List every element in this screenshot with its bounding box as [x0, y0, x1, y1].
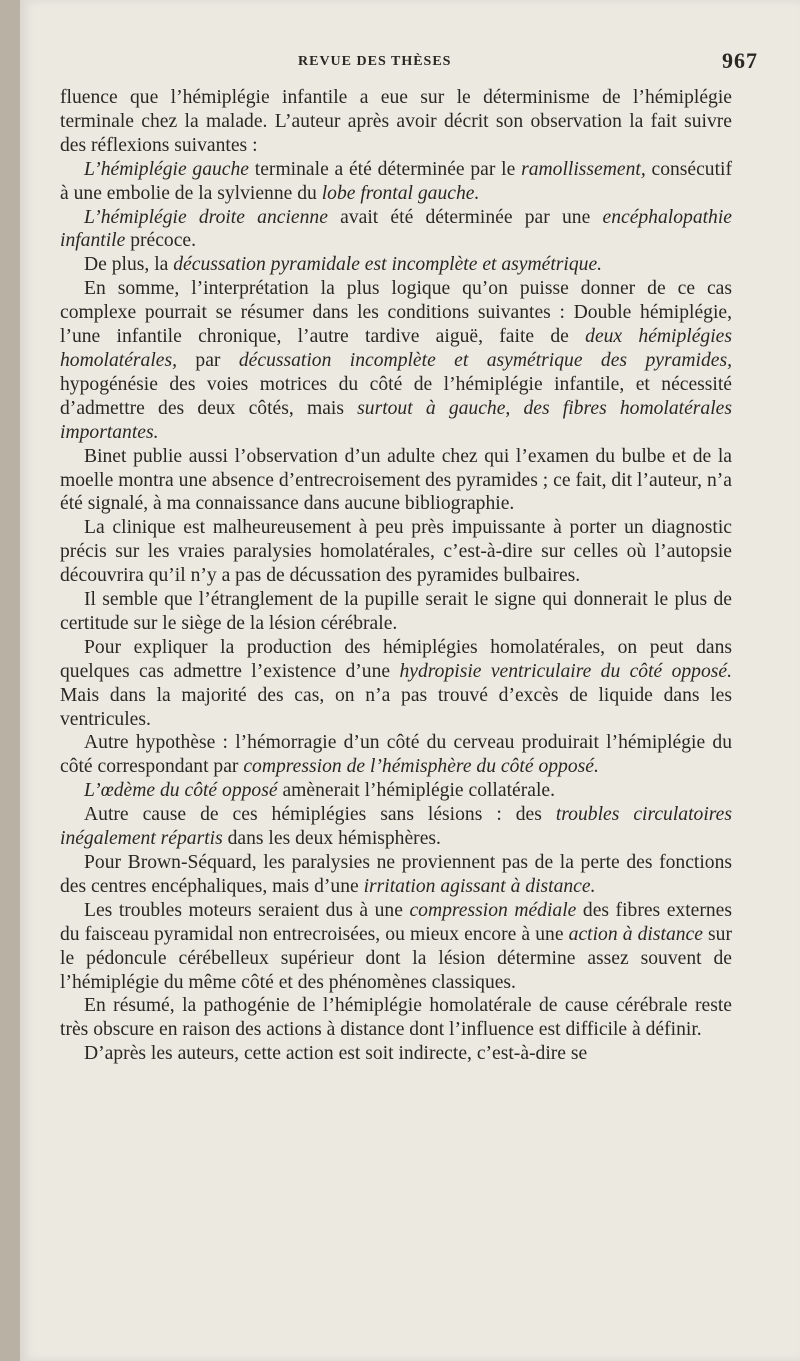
text-run: précoce.: [125, 230, 197, 252]
paragraph-p6: [60, 516, 732, 588]
text-run: terminale a été déterminée par le: [249, 158, 522, 180]
text-run: La clinique est malheureusement à peu près impuissante à porter un diagnostic précis sur les vraies paralysies homolatérales, c’est-à-dire sur celles où l’autopsie découvrira qu’il n’y a pas de décussation des pyramides bulbaires.: [60, 517, 732, 587]
paragraph-p3: [60, 253, 732, 277]
text-run: Mais dans la majorité des cas, on n’a pas trouvé d’excès de liquide dans les ventricules.: [60, 684, 732, 730]
italic-text: compression de l’hémisphère du côté opposé.: [243, 756, 599, 778]
body-text: [60, 86, 732, 1066]
italic-text: décussation incomplète et asymétrique des pyramides,: [238, 349, 732, 371]
italic-text: compression médiale: [409, 899, 577, 921]
text-run: En résumé, la pathogénie de l’hémiplégie homolatérale de cause cérébrale reste très obscure en raison des actions à distance dont l’influence est difficile à définir.: [60, 995, 732, 1041]
text-run: En somme, l’interprétation la plus logique qu’on puisse donner de ce cas complexe pourrait se résumer dans les conditions suivantes : Double hémiplégie, l’une infantile chronique, l’autre tardive aiguë, faite de: [60, 278, 732, 348]
text-run: Binet publie aussi l’observation d’un adulte chez qui l’examen du bulbe et de la moelle montra une absence d’entrecroisement des pyramides ; ce fait, dit l’auteur, n’a été signalé, à ma connaissance dans aucune bibliographie.: [60, 445, 732, 515]
italic-text: L’œdème du côté opposé: [84, 780, 278, 802]
text-run: D’après les auteurs, cette action est soit indirecte, c’est-à-dire se: [84, 1043, 588, 1065]
text-run: Les troubles moteurs seraient dus à une: [84, 899, 410, 921]
italic-text: troubles circulatoires inégalement répartis: [60, 804, 732, 850]
text-run: avait été déterminée par une: [327, 206, 603, 228]
paragraph-p7: [60, 588, 732, 636]
paragraph-p2: [60, 206, 732, 254]
italic-text: ramollissement,: [521, 158, 646, 180]
text-run: fluence que l’hémiplégie infantile a eue sur le déterminisme de l’hémiplégie terminale chez la malade. L’auteur après avoir décrit son observation la fait suivre des réflexions suivantes :: [60, 87, 732, 156]
document-page: [20, 0, 800, 1361]
text-run: des fibres externes du faisceau pyramidal non entrecroisées, ou mieux encore à une: [60, 899, 732, 945]
italic-text: action à distance: [568, 923, 703, 945]
italic-text: L’hémiplégie droite ancienne: [84, 206, 328, 228]
paragraph-p13: [60, 899, 732, 995]
italic-text: surtout à gauche, des fibres homolatérales importantes.: [60, 397, 732, 443]
italic-text: L’hémiplégie gauche: [84, 158, 250, 180]
text-run: De plus, la: [84, 254, 174, 276]
text-run: Autre hypothèse : l’hémorragie d’un côté du cerveau produirait l’hémiplégie du côté correspondant par: [60, 732, 732, 778]
paragraph-p4: [60, 277, 732, 444]
page-header: [20, 48, 780, 76]
text-run: sur le pédoncule cérébelleux supérieur dont la lésion détermine assez souvent de l’hémiplégie du même côté et des phénomènes classiques.: [60, 923, 732, 993]
text-run: dans les deux hémisphères.: [222, 828, 441, 850]
italic-text: lobe frontal gauche.: [321, 182, 480, 204]
text-run: hypogénésie des voies motrices du côté de l’hémiplégie infantile, et nécessité d’admettre des deux côtés, mais: [60, 373, 732, 419]
paragraph-p11: [60, 803, 732, 851]
paragraph-p1: [60, 158, 732, 206]
italic-text: décussation pyramidale est incomplète et asymétrique.: [173, 254, 603, 276]
text-run: par: [177, 349, 239, 371]
text-run: amènerait l’hémiplégie collatérale.: [277, 780, 555, 802]
text-run: Autre cause de ces hémiplégies sans lésions : des: [84, 804, 556, 826]
text-run: Pour Brown-Séquard, les paralysies ne proviennent pas de la perte des fonctions des centres encéphaliques, mais d’une: [60, 852, 732, 897]
text-run: Pour expliquer la production des hémiplégies homolatérales, on peut dans quelques cas admettre l’existence d’une: [60, 636, 732, 682]
text-run: Il semble que l’étranglement de la pupille serait le signe qui donnerait le plus de certitude sur le siège de la lésion cérébrale.: [60, 589, 732, 634]
running-title: REVUE DES THÈSES: [298, 54, 452, 69]
paragraph-p9: [60, 731, 732, 779]
italic-text: irritation agissant à distance.: [363, 875, 596, 897]
paragraph-p15: [60, 1042, 732, 1066]
text-run: consécutif à une embolie de la sylvienne du: [60, 158, 733, 204]
paragraph-p12: [60, 851, 732, 899]
italic-text: deux hémiplégies homolatérales,: [60, 326, 732, 371]
paragraph-p5: [60, 445, 732, 517]
paragraph-p0: [60, 86, 732, 158]
paragraph-p8: [60, 636, 732, 732]
italic-text: hydropisie ventriculaire du côté opposé.: [399, 660, 732, 682]
italic-text: encéphalopathie infantile: [60, 206, 732, 252]
paragraph-p14: [60, 994, 732, 1042]
paragraph-p10: [60, 779, 732, 803]
page-number: 967: [722, 48, 758, 73]
